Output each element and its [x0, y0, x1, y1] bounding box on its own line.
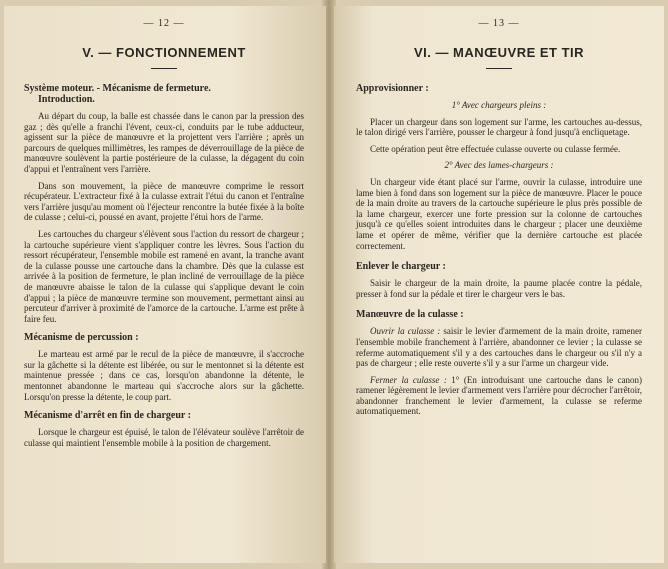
page-number: — 12 — — [143, 18, 185, 29]
right-page — [334, 6, 664, 563]
subheading: 2° Avec des lames-chargeurs : — [444, 160, 554, 171]
title-rule — [151, 68, 177, 69]
section-heading: Enlever le chargeur : — [356, 261, 446, 273]
paragraph — [356, 375, 642, 417]
left-page — [4, 6, 326, 563]
paragraph-lead: Fermer la culasse : — [370, 374, 447, 385]
paragraph: Les cartouches du chargeur s'élèvent sous l'action du ressort de chargeur ; la cartouche supérieure vient s'appliquer contre les lèvres. Sous l'action du ressort récupérateur, l'ensemble mobile est ramené en avant, la tranche avant de la culasse pousse une cartouche dans la chambre. Dès que la culasse est arrivée à la position de fermeture, le plan incliné de verrouillage de la pièce de manœuvre abaisse le talon de la culasse qui s'applique devant le coin d'appui ; la pièce de manœuvre termine son mouvement, permettant ainsi au percuteur d'arriver à proximité de l'amorce de la cartouche. L'arme est prête à faire feu. — [24, 228, 304, 324]
paragraph: Un chargeur vide étant placé sur l'arme, ouvrir la culasse, introduire une lame bien à fond dans son logement sur la pièce de manœuvre. Placer le pouce de la main droite au travers de la cartouche supérieure le plus près possible de la lame chargeur, exercer une forte pression sur la colonne de cartouches jusqu'à ce qu'elles soient introduites dans le chargeur ; placer une deuxième lame et opérer de même, vérifier que la dernière cartouche est placée correctement. — [356, 176, 642, 251]
paragraph: Cette opération peut être effectuée culasse ouverte ou culasse fermée. — [370, 143, 621, 154]
paragraph: Placer un chargeur dans son logement sur l'arme, les cartouches au-dessus, le talon dirigé vers l'arrière, pousser le chargeur à fond jusqu'à encliquetage. — [356, 116, 642, 138]
subheading: 1° Avec chargeurs pleins : — [451, 100, 547, 110]
paragraph-lead: Ouvrir la culasse : — [370, 326, 441, 337]
paragraph: Le marteau est armé par le recul de la pièce de manœuvre, il s'accroche sur la gâchette si la détente est libérée, ou sur le mentonnet si la détente est maintenue pressée ; dans ce cas, lorsqu'on abandonne la détente, le mentonnet abandonne le marteau qui s'accroche alors sur la gâchette. Lorsqu'on presse la détente, le coup part. — [24, 349, 304, 402]
paragraph: Saisir le chargeur de la main droite, la paume placée contre la pédale, presser à fond sur la pédale et tirer le chargeur vers le bas. — [356, 278, 642, 299]
chapter-title: V. — FONCTIONNEMENT — [82, 45, 246, 60]
page-number: — 13 — — [478, 18, 520, 29]
paragraph-text: saisir le levier d'armement de la main droite, ramener l'ensemble mobile franchement à l'arrière, abandonner ce levier ; la culasse se referme automatiquement s'il y a des cartouches dans le chargeur ou s'il n'y a pas de chargeur ; elle reste ouverte s'il y a sur l'arme un chargeur vide. — [356, 326, 642, 369]
section-heading: Mécanisme de percussion : — [24, 332, 139, 344]
paragraph: Lorsque le chargeur est épuisé, le talon de l'élévateur soulève l'arrêtoir de culasse qui maintient l'ensemble mobile à la position de chargement. — [24, 427, 304, 448]
section-heading: Manœuvre de la culasse : — [356, 309, 464, 321]
section-heading-line1: Système moteur. - Mécanisme de fermeture. — [24, 83, 211, 94]
section-heading: Approvisionner : — [356, 83, 429, 94]
section-heading-line2: Introduction. — [38, 94, 95, 105]
title-rule — [486, 68, 512, 69]
chapter-title: VI. — MANŒUVRE ET TIR — [413, 45, 585, 60]
paragraph — [356, 326, 642, 368]
section-heading — [24, 83, 304, 105]
paragraph: Au départ du coup, la balle est chassée dans le canon par la pression des gaz ; dès qu'elle a franchi l'évent, ceux-ci, conduits par le tube adducteur, agissent sur la pièce de manœuvre et la projettent vers l'arrière ; après un parcours de quelques millimètres, les rampes de déverrouillage de la pièce de manœuvre soulèvent la partie postérieure de la culasse, la dégagent du coin d'appui et l'entraînent vers l'arrière. — [24, 111, 304, 174]
paragraph-text: 1° (En introduisant une cartouche dans le canon) ramener légèrement le levier d'armement vers l'arrière pour décrocher l'arrêtoir, abandonner franchement le levier d'armement, la culasse se referme automatiquement. — [356, 374, 642, 417]
paragraph: Dans son mouvement, la pièce de manœuvre comprime le ressort récupérateur. L'extracteur fixé à la culasse extrait l'étui du canon et l'entraîne vers l'arrière jusqu'au moment où l'éjecteur rencontre la butée fixée à la boîte de culasse ; celui-ci, poussé en avant, projette l'étui hors de l'arme. — [24, 180, 304, 223]
section-heading: Mécanisme d'arrêt en fin de chargeur : — [24, 410, 191, 422]
